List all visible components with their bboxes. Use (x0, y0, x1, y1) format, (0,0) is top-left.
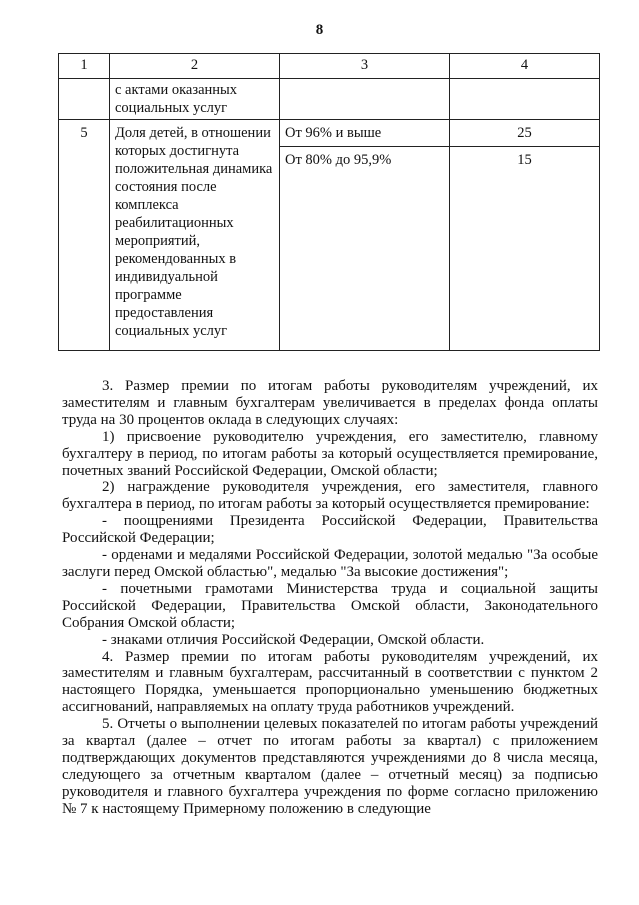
header-cell-3: 3 (280, 54, 450, 79)
paragraph-3: 3. Размер премии по итогам работы руководителям учреждений, их заместителям и главным бухгалтерам увеличивается в пределах фонда оплаты труда на 30 процентов оклада в следующих случаях: (62, 378, 598, 428)
cont-num-cell (59, 79, 110, 120)
criteria-1: От 96% и выше (285, 125, 382, 141)
paragraph-5: 5. Отчеты о выполнении целевых показателей по итогам работы учреждений за квартал (далее – отчет по итогам работы за квартал) с приложением подтверждающих документов представляются учреждениями до 8 числа месяца, следующего за отчетным кварталом (далее – отчетный месяц) за подписью руководителя и главного бухгалтера учреждения по форме согласно приложению № 7 к настоящему Примерному положению в следующие (62, 716, 598, 817)
points-1: 25 (517, 125, 532, 141)
paragraph-3-2-c: - почетными грамотами Министерства труда и социальной защиты Российской Федерации, Правительства Омской области, Законодательного Собрания Омской области; (62, 580, 598, 631)
header-cell-2: 2 (110, 54, 280, 79)
criteria-2: От 80% до 95,9% (285, 152, 392, 168)
row5-indicator: Доля детей, в отношении которых достигнута положительная динамика состояния после комплекса реабилитационных мероприятий, рекомендованных в индивидуальной программе предоставления социальных услуг (110, 120, 280, 351)
cont-criteria-cell (280, 79, 450, 120)
row5-num: 5 (59, 120, 110, 351)
indicators-table (58, 53, 600, 351)
paragraph-3-2-b: - орденами и медалями Российской Федерации, золотой медалью "За особые заслуги перед Омской областью", медалью "За высокие достижения"; (62, 547, 598, 580)
header-cell-4: 4 (450, 54, 600, 79)
paragraph-3-1: 1) присвоение руководителю учреждения, его заместителю, главному бухгалтеру в период, по итогам работы за который осуществляется премирование, почетных званий Российской Федерации, Омской области; (62, 428, 598, 479)
row5-points-cell (450, 120, 600, 351)
table-row-continuation (59, 79, 600, 120)
paragraph-4: 4. Размер премии по итогам работы руководителям учреждений, их заместителям и главным бухгалтерам, рассчитанный в соответствии с пунктом 2 настоящего Порядка, уменьшается пропорционально уменьшению бюджетных ассигнований, направляемых на оплату труда работников учреждений. (62, 648, 598, 716)
cont-points-cell (450, 79, 600, 120)
paragraph-3-2-d: - знаками отличия Российской Федерации, Омской области. (102, 631, 485, 648)
table-row-5 (59, 120, 600, 351)
page-number: 8 (315, 22, 324, 38)
points-2: 15 (517, 152, 532, 168)
header-cell-1: 1 (59, 54, 110, 79)
cont-indicator-cell: с актами оказанных социальных услуг (110, 79, 280, 120)
table-header-row (59, 54, 600, 79)
body-text (62, 378, 598, 818)
paragraph-3-2-a: - поощрениями Президента Российской Федерации, Правительства Российской Федерации; (62, 513, 598, 547)
paragraph-3-2: 2) награждение руководителя учреждения, его заместителя, главного бухгалтера в период, по итогам работы за который осуществляется премирование: (62, 479, 598, 513)
row5-criteria-cell (280, 120, 450, 351)
